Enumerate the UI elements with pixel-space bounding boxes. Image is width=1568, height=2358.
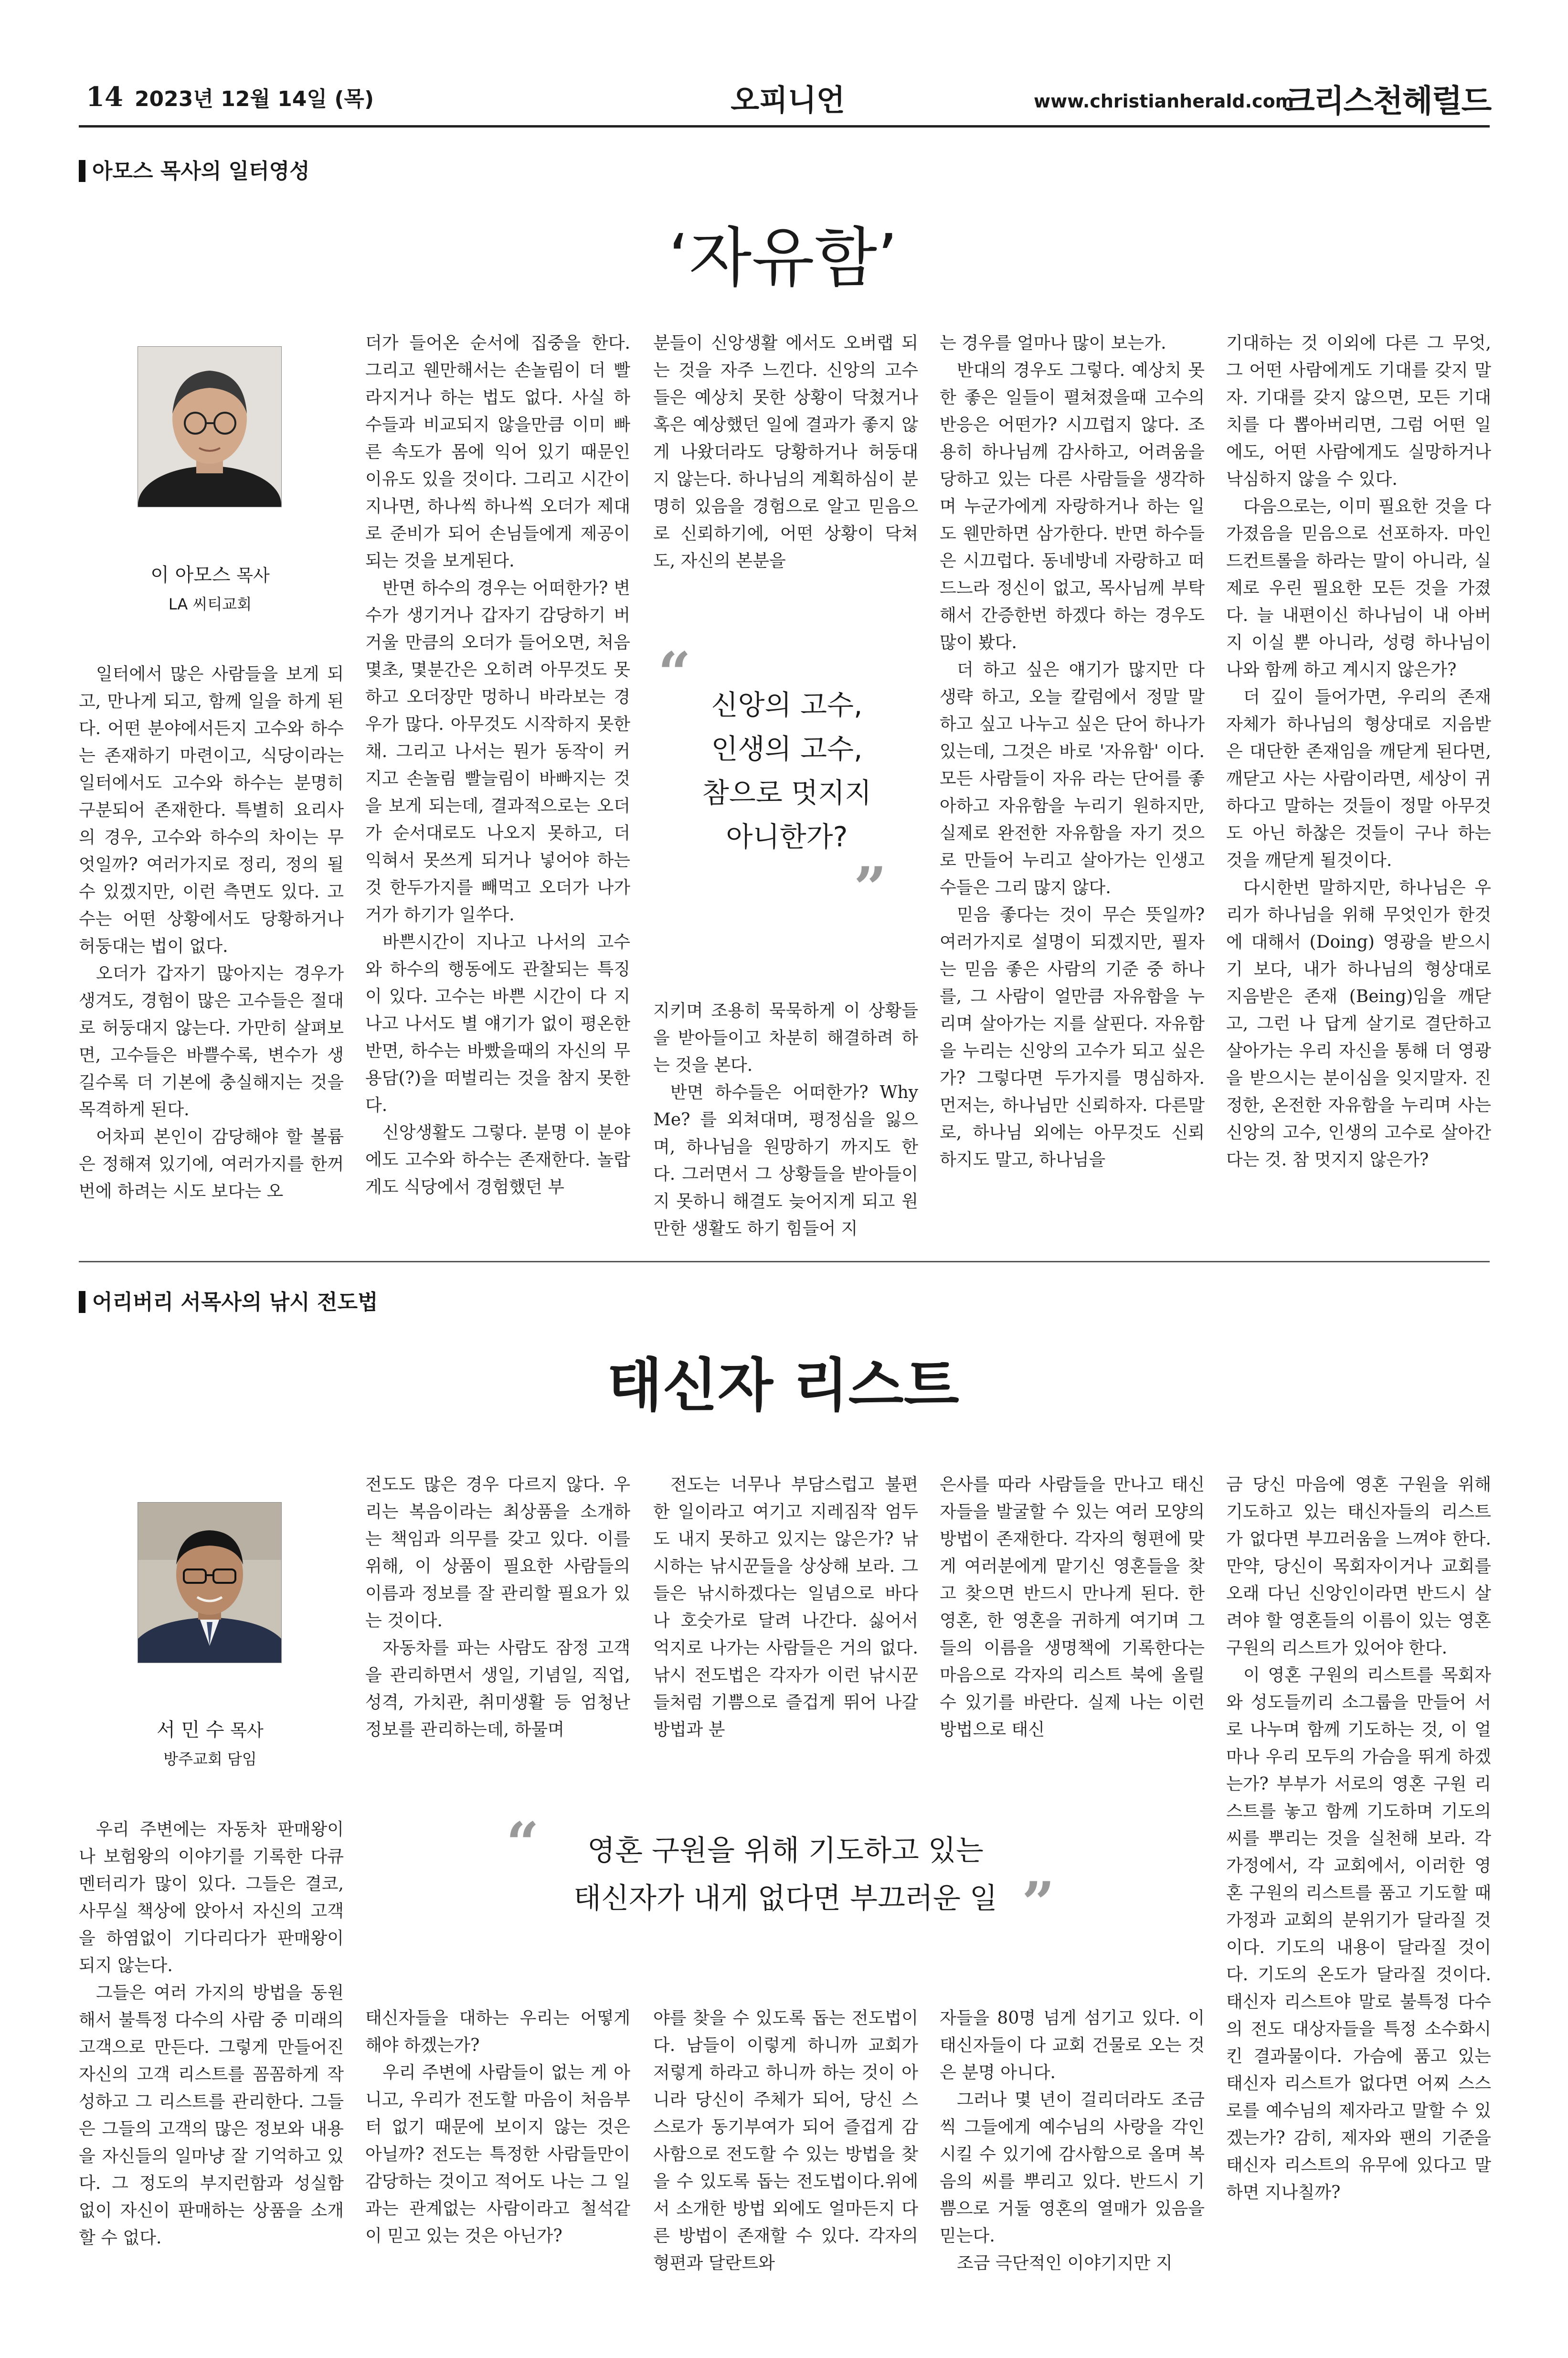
author-church-2: 방주교회 담임 [163, 1750, 257, 1768]
paragraph: 오더가 갑자기 많아지는 경우가 생겨도, 경험이 많은 고수들은 절대로 허둥대지 않는다. 가만히 살펴보면, 고수들은 바쁠수록, 변수가 생길수록 더 기본에 충실해지는 것을 목격하게 된다. [79, 964, 344, 1120]
author-portrait-icon [138, 347, 281, 507]
issue-date: 2023년 12월 14일 (목) [134, 87, 374, 111]
paragraph: 태신자들을 대하는 우리는 어떻게 해야 하겠는가? [365, 2008, 630, 2055]
paragraph: 어차피 본인이 감당해야 할 볼륨은 정해져 있기에, 여러가지를 한꺼번에 하려는 시도 보다는 오 [79, 1127, 344, 1201]
article2-column-2b [365, 2005, 630, 2250]
author-photo-2 [138, 1502, 282, 1663]
pull-quote-2 [506, 1810, 1065, 1937]
paragraph: 다시한번 말하지만, 하나님은 우리가 하나님을 위해 무엇인가 한것에 대해서 (Doing) 영광을 받으시기 보다, 내가 하나님의 형상대로 지음받은 존재 (Being)임을 깨닫고, 그런 나 답게 살기로 결단하고 살아가는 우리 자신을 통해 더 영광을 받으시는 분이심을 잊지말자. 진정한, 온전한 자유함을 누리며 사는 신앙의 고수, 인생의 고수로 살아간다는 것. 참 멋지지 않은가? [1226, 878, 1491, 1170]
paragraph: 우리 주변에는 자동차 판매왕이나 보험왕의 이야기를 기록한 다큐멘터리가 많이 있다. 그들은 결코, 사무실 책상에 앉아서 자신의 고객을 하염없이 기다리다가 판매왕이 되지 않는다. [79, 1820, 344, 1975]
author-name-2 [105, 1715, 315, 1742]
paragraph: 더 하고 싶은 얘기가 많지만 다 생략 하고, 오늘 칼럼에서 정말 말하고 싶고 나누고 싶은 단어 하나가 있는데, 그것은 바로 '자유함' 이다. 모든 사람들이 자유 라는 단어를 좋아하고 자유함을 누리기 원하지만, 실제로 완전한 자유함을 자기 것으로 만들어 누리고 살아가는 인생고수들은 그리 많지 않다. [940, 660, 1205, 897]
author-role: 목사 [230, 1721, 264, 1740]
paragraph: 바쁜시간이 지나고 나서의 고수와 하수의 행동에도 관찰되는 특징이 있다. 고수는 바쁜 시간이 다 지나고 나서도 별 얘기가 없이 평온한 반면, 하수는 바빴을때의 자신의 무용담(?)을 떠벌리는 것을 참지 못한다. [365, 932, 630, 1115]
article2-column-1 [79, 1816, 344, 2251]
paragraph: 그들은 여러 가지의 방법을 동원해서 불특정 다수의 사람 중 미래의 고객으로 만든다. 그렇게 만들어진 자신의 고객 리스트를 꼼꼼하게 작성하고 그 리스트를 관리한다. 그들은 그들의 고객의 많은 정보와 내용을 자신들의 일마냥 잘 기억하고 있다. 그 정도의 부지런함과 성실함 없이 자신이 판매하는 상품을 소개할 수 없다. [79, 1983, 344, 2248]
quote-line: 신앙의 고수, [711, 689, 863, 721]
author-name-text: 서 민 수 [157, 1719, 224, 1741]
article1-column-5 [1226, 330, 1491, 1174]
article1-column-4 [940, 330, 1205, 1174]
paragraph: 반면 하수들은 어떠한가? Why Me? 를 외쳐대며, 평정심을 잃으며, 하나님을 원망하기 까지도 한다. 그러면서 그 상황들을 받아들이지 못하니 해결도 늦어지게 되고 원만한 생활도 하기 힘들어 지 [653, 1083, 918, 1238]
quote-line: 인생의 고수, [711, 733, 863, 765]
quote-line: 태신자가 내게 없다면 부끄러운 일 [573, 1882, 997, 1915]
paragraph: 자들을 80명 넘게 섬기고 있다. 이 태신자들이 다 교회 건물로 오는 것은 분명 아니다. [940, 2008, 1205, 2082]
article1-column-3a [653, 330, 918, 575]
pull-quote-text [540, 1827, 1031, 1922]
header-date-line [86, 81, 374, 113]
paragraph: 믿음 좋다는 것이 무슨 뜻일까? 여러가지로 설명이 되겠지만, 필자는 믿음 좋은 사람의 기준 중 하나를, 그 사람이 얼만큼 자유함을 누리며 살아가는 지를 살핀다. 자유함을 누리는 신앙의 고수가 되고 싶은가? 그렇다면 두가지를 명심하자. 먼저는, 하나님만 신뢰하자. 다른말로, 하나님 외에는 아무것도 신뢰 하지도 말고, 하나님을 [940, 905, 1205, 1170]
quote-line: 참으로 멋지지 [702, 777, 872, 809]
article2-column-4a [940, 1471, 1205, 1743]
column-label-1 [79, 154, 310, 184]
article1-column-2 [365, 330, 630, 1201]
close-quote-icon: ” [854, 854, 887, 922]
header-rule [79, 125, 1490, 128]
paragraph: 분들이 신앙생활 에서도 오버랩 되는 것을 자주 느낀다. 신앙의 고수들은 예상치 못한 상황이 닥쳤거나 혹은 예상했던 일에 결과가 좋지 않게 나왔더라도 당황하거나 허둥대지 않는다. 하나님의 계획하심이 분명히 있음을 경험으로 알고 믿음으로 신뢰하기에, 어떤 상황이 닥쳐도, 자신의 본분을 [653, 333, 918, 571]
paragraph: 일터에서 많은 사람들을 보게 되고, 만나게 되고, 함께 일을 하게 된다. 어떤 분야에서든지 고수와 하수는 존재하기 마련이고, 식당이라는 일터에서도 고수와 하수는 분명히 구분되어 존재한다. 특별히 요리사의 경우, 고수와 하수의 차이는 무엇일까? 여러가지로 정리, 정의 될수 있겠지만, 이런 측면도 있다. 고수는 어떤 상황에서도 당황하거나 허둥대는 법이 없다. [79, 664, 344, 956]
paragraph: 반대의 경우도 그렇다. 예상치 못한 좋은 일들이 펼쳐졌을때 고수의 반응은 어떤가? 시끄럽지 않다. 조용히 하나님께 감사하고, 어려움을 당하고 있는 다른 사람들을 생각하며 누군가에게 자랑하거나 하는 일도 웬만하면 삼가한다. 반면 하수들은 시끄럽다. 동네방네 자랑하고 떠드느라 정신이 없고, 목사님께 부탁해서 간증한번 하겠다 하는 경우도 많이 봤다. [940, 361, 1205, 652]
newspaper-brand: 크리스천헤럴드 [1284, 83, 1491, 119]
quote-line: 영혼 구원을 위해 기도하고 있는 [587, 1834, 984, 1867]
paragraph: 조금 극단적인 이야기지만 지 [957, 2253, 1173, 2273]
label-bar [79, 1291, 85, 1313]
paragraph: 전도는 너무나 부담스럽고 불편한 일이라고 여기고 지레짐작 엄두도 내지 못하고 있지는 않은가? 낚시하는 낚시꾼들을 상상해 보라. 그들은 낚시하겠다는 일념으로 바다나 호숫가로 달려 나간다. 싫어서 억지로 나가는 사람들은 거의 없다. 낚시 전도법은 각자가 이런 낚시꾼들처럼 기쁨으로 즐겁게 뛰어 나갈 방법과 분 [653, 1475, 918, 1739]
paragraph: 반면 하수의 경우는 어떠한가? 변수가 생기거나 갑자기 감당하기 버거울 만큼의 오더가 들어오면, 처음 몇초, 몇분간은 오히려 아무것도 못하고 오더장만 멍하니 바라보는 경우가 많다. 아무것도 시작하지 못한 채. 그리고 나서는 뭔가 동작이 커지고 손놀림 빨늘림이 바빠지는 것을 보게 되는데, 결과적으로는 오더가 순서대로도 나오지 못하고, 더 익혀서 못쓰게 되거나 넣어야 하는것 한두가지를 빼먹고 오더가 나가거가 하기가 일쑤다. [365, 578, 630, 925]
paragraph: 더 깊이 들어가면, 우리의 존재 자체가 하나님의 형상대로 지음받은 대단한 존재임을 깨닫게 된다면, 깨닫고 사는 사람이라면, 세상이 귀하다고 말하는 것들이 정말 아무것도 아닌 하찮은 것들이 구나 하는 것을 깨닫게 될것이다. [1226, 687, 1491, 870]
website-url[interactable]: www.christianherald.com [1034, 91, 1294, 112]
author-portrait-icon [138, 1503, 281, 1663]
paragraph: 은사를 따라 사람들을 만나고 태신자들을 발굴할 수 있는 여러 모양의 방법이 존재한다. 각자의 형편에 맞게 여러분에게 맡기신 영혼들을 찾고 찾으면 반드시 만나게 된다. 한 영혼, 한 영혼을 귀하게 여기며 그들의 이름을 생명책에 기록한다는 마음으로 각자의 리스트 북에 올릴 수 있기를 바란다. 실제 나는 이런 방법으로 태신 [940, 1475, 1205, 1739]
paragraph: 다음으로는, 이미 필요한 것을 다 가졌음을 믿음으로 선포하자. 마인드컨트롤을 하라는 말이 아니라, 실제로 우린 필요한 모든 것을 가졌다. 늘 내편이신 하나님이 내 아버지 이실 뿐 아니라, 성령 하나님이 나와 함께 하고 계시지 않은가? [1226, 497, 1491, 680]
paragraph: 야를 찾을 수 있도록 돕는 전도법이다. 남들이 이렇게 하니까 교회가 저렇게 하라고 하니까 하는 것이 아니라 당신이 주체가 되어, 당신 스스로가 동기부여가 되어 즐겁게 감사함으로 전도할 수 있는 방법을 찾을 수 있도록 돕는 전도법이다.위에서 소개한 방법 외에도 얼마든지 다른 방법이 존재할 수 있다. 각자의 형편과 달란트와 [653, 2008, 918, 2273]
author-name-text: 이 아모스 [150, 564, 231, 586]
paragraph: 더가 들어온 순서에 집중을 한다. 그리고 웬만해서는 손놀림이 더 빨라지거나 하는 법도 없다. 사실 하수들과 비교되지 않을만큼 이미 빠른 속도가 몸에 익어 있기 때문인 이유도 있을 것이다. 그리고 시간이 지나면, 하나씩 하나씩 오더가 제대로 준비가 되어 손님들에게 제공이 되는 것을 보게된다. [365, 333, 630, 571]
article-title-1: ‘자유함’ [668, 221, 898, 296]
column-label-text: 아모스 목사의 일터영성 [92, 159, 310, 183]
article2-column-2a [365, 1471, 630, 1743]
quote-line: 아니한가? [726, 821, 848, 853]
paragraph: 자동차를 파는 사람도 잠정 고객을 관리하면서 생일, 기념일, 직업, 성격, 가치관, 취미생활 등 엄청난 정보를 관리하는데, 하물며 [365, 1638, 630, 1739]
article1-column-1 [79, 661, 344, 1205]
pull-quote-text [672, 683, 901, 859]
close-quote-icon: ” [1022, 1869, 1055, 1937]
open-quote-icon: “ [658, 640, 691, 707]
pull-quote-1 [653, 640, 918, 936]
article2-column-4b [940, 2005, 1205, 2277]
author-role: 목사 [236, 566, 270, 586]
page-number: 14 [86, 81, 123, 113]
paragraph: 전도도 많은 경우 다르지 않다. 우리는 복음이라는 최상품을 소개하는 책임과 의무를 갖고 있다. 이를 위해, 이 상품이 필요한 사람들의 이름과 정보를 잘 관리할 필요가 있는 것이다. [365, 1475, 630, 1631]
section-title: 오피니언 [731, 83, 845, 117]
author-church-1: LA 씨티교회 [168, 595, 252, 613]
author-photo-1 [138, 346, 282, 507]
paragraph: 우리 주변에 사람들이 없는 게 아니고, 우리가 전도할 마음이 처음부터 없기 때문에 보이지 않는 것은 아닐까? 전도는 특정한 사람들만이 감당하는 것이고 적어도 나는 그 일과는 관계없는 사람이라고 철석같이 믿고 있는 것은 아닌가? [365, 2063, 630, 2246]
paragraph: 이 영혼 구원의 리스트를 목회자와 성도들끼리 소그룹을 만들어 서로 나누며 함께 기도하는 것, 이 얼마나 우리 모두의 가슴을 뛰게 하겠는가? 부부가 서로의 영혼 구원 리스트를 놓고 함께 기도하며 기도의 씨를 뿌리는 것을 실천해 보라. 각 가정에서, 각 교회에서, 이러한 영혼 구원의 리스트를 품고 기도할 때 가정과 교회의 분위기가 달라질 것이다. 기도의 내용이 달라질 것이다. 기도의 온도가 달라질 것이다. 태신자 리스트야 말로 불특정 다수의 전도 대상자들을 특정 소수화시킨 결과물이다. 가슴에 품고 있는 태신자 리스트가 없다면 어찌 스스로를 예수님의 제자라고 말할 수 있겠는가? 감히, 제자와 팬의 기준을 태신자 리스트의 유무에 있다고 말하면 지나칠까? [1226, 1665, 1491, 2202]
author-name-1 [105, 560, 315, 587]
article2-column-3b [653, 2005, 918, 2277]
article2-column-3a [653, 1471, 918, 1743]
article2-column-5 [1226, 1471, 1491, 2206]
paragraph: 신앙생활도 그렇다. 분명 이 분야에도 고수와 하수는 존재한다. 놀랍게도 식당에서 경험했던 부 [365, 1123, 630, 1197]
paragraph: 그러나 몇 년이 걸리더라도 조금씩 그들에게 예수님의 사랑을 각인시킬 수 있기에 감사함으로 올며 복음의 씨를 뿌리고 있다. 반드시 기쁨으로 거둘 영혼의 열매가 있음을 믿는다. [940, 2090, 1205, 2246]
section-divider [79, 1261, 1490, 1262]
paragraph: 지키며 조용히 묵묵하게 이 상황들을 받아들이고 차분히 해결하려 하는 것을 본다. [653, 1001, 918, 1075]
open-quote-icon: “ [506, 1810, 540, 1877]
column-label-2 [79, 1285, 378, 1315]
paragraph: 기대하는 것 이외에 다른 그 무엇, 그 어떤 사람에게도 기대를 갖지 말자. 기대를 갖지 않으면, 모든 기대치를 다 뽑아버리면, 그럼 어떤 일에도, 어떤 사람에게도 실망하거나 낙심하지 않을 수 있다. [1226, 333, 1491, 489]
column-label-text: 어리버리 서목사의 낚시 전도법 [92, 1290, 378, 1314]
label-bar [79, 160, 85, 182]
paragraph: 금 당신 마음에 영혼 구원을 위해 기도하고 있는 태신자들의 리스트가 없다면 부끄러움을 느껴야 한다. 만약, 당신이 목회자이거나 교회를 오래 다닌 신앙인이라면 반드시 살려야 할 영혼들의 이름이 있는 영혼 구원의 리스트가 있어야 한다. [1226, 1475, 1491, 1658]
paragraph: 는 경우를 얼마나 많이 보는가. [940, 333, 1166, 353]
article1-column-3b [653, 997, 918, 1242]
article-title-2: 태신자 리스트 [607, 1353, 959, 1419]
